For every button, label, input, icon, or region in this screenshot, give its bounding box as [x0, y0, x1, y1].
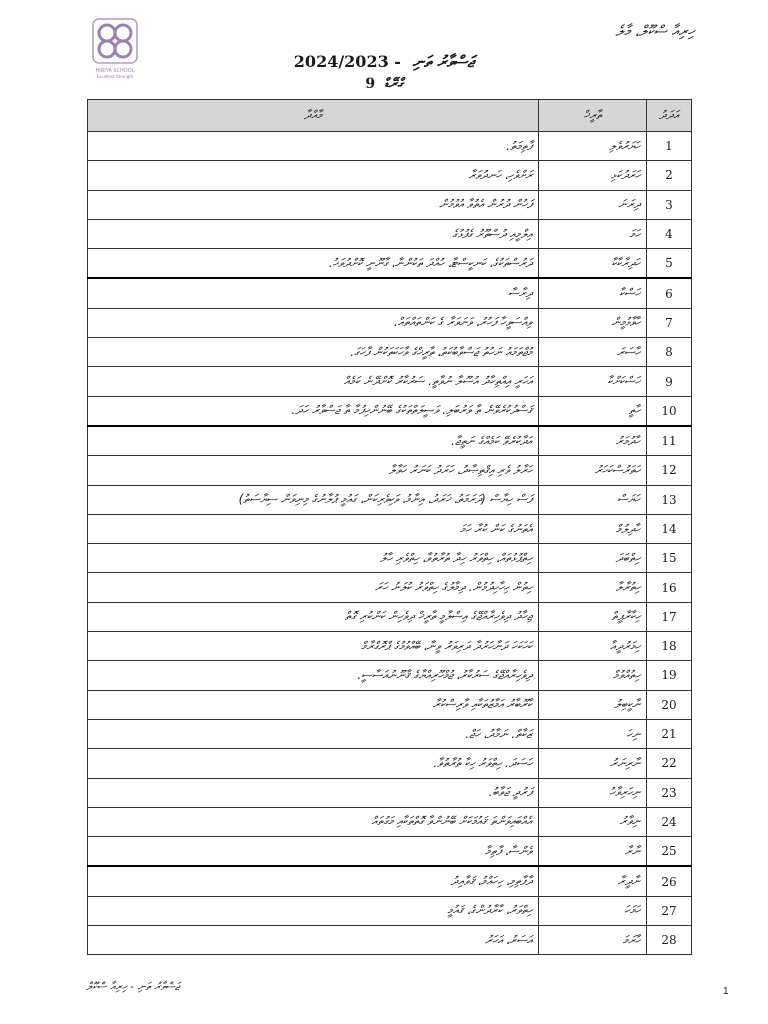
logo-caption: HIRIYA SCHOOL [95, 68, 135, 74]
row-number: 6 [647, 278, 692, 308]
row-day: ހިކާރާޕީތް [539, 602, 647, 631]
row-topic: ހިތްވަރު، ކާރާދުންގެ، ޤައުމީ [88, 896, 539, 925]
row-number: 26 [647, 866, 692, 896]
table-body [88, 132, 692, 955]
row-topic: އަހަރީ އިއްތިހާދު އުސޫލާ ނުވާތީ. ސަރުކާރު ކޮށްދޭނެ ކަމެއް [88, 367, 539, 396]
row-number: 9 [647, 367, 692, 396]
row-topic: ފަސް ހިޔާސް (ދަރަމަތު، ޚަރަދު، އިނާމު، ވަކިވެރިކަން، ގައުމީ ޕުލާނުގެ މިނިވަން ސިޔާސަތު) [88, 485, 539, 514]
row-day: ހާދިލުމް [539, 514, 647, 543]
header-topic: މާއްދާ [88, 100, 539, 132]
row-day: ނިހަރިވާހު [539, 778, 647, 807]
table-row [88, 278, 692, 308]
row-day: ހަދިރާކާކާ [539, 249, 647, 279]
table-row [88, 602, 692, 631]
row-day: ހިތުއްވުމް [539, 661, 647, 690]
row-topic: ހިތްޕުޅުތައް، ހިތްވަރު ހިދާ ތުރާތުވާ، ހިތްވެރި ހާލު [88, 544, 539, 573]
row-topic: އެއްބައިވަންތަ ޤައުމަކަށް ބޭނުންވާ ގޮތްތަކާއި މަގުތައް [88, 807, 539, 836]
row-number: 19 [647, 661, 692, 690]
header-school-name: ހިރިއާ ސްކޫލް، މާލެ [615, 22, 694, 40]
schedule-table [87, 99, 692, 955]
table-row [88, 544, 692, 573]
row-number: 12 [647, 456, 692, 485]
table-row [88, 866, 692, 896]
row-topic: އެތަނުގެ ކަން ކުރާ ހަމަ [88, 514, 539, 543]
row-day: ދިރަނަ [539, 190, 647, 219]
row-topic: ޖިހާދު ދިވެހިރާއްޖޭގެ އިސްލާމީ ތާރީޚް ދިވެހިން ކަންކުރި ގޮތް [88, 602, 539, 631]
row-topic: ފަހުން ދުރުން އެތުވާ އުވުމުން [88, 190, 539, 219]
row-topic: ޒަކާތް. ނަމާދު، ހަޖް. [88, 719, 539, 748]
row-topic: ކާރޫބާރު އަމާޒުތަކާއި ވާރިސްކުރާ [88, 690, 539, 719]
row-number: 16 [647, 573, 692, 602]
footer-text: ޖަސްވާރު ތަނި - ހިރިއާ ސްކޫލް [86, 980, 180, 993]
table-row [88, 719, 692, 748]
table-row [88, 426, 692, 456]
logo-subcaption: Excellent Strength [96, 74, 134, 79]
row-topic: ވެންސާ، ފާތިމާ [88, 837, 539, 867]
row-day: ހަމަ [539, 219, 647, 248]
table-row [88, 396, 692, 426]
row-day: ހަޔަސް [539, 485, 647, 514]
row-day: ނާރާ [539, 837, 647, 867]
table-row [88, 926, 692, 955]
table-row [88, 132, 692, 161]
table-row [88, 485, 692, 514]
table-header-row [88, 100, 692, 132]
row-number: 27 [647, 896, 692, 925]
row-day: ހަމަހަ [539, 896, 647, 925]
title-year: 2024/2023 [293, 52, 389, 71]
row-number: 25 [647, 837, 692, 867]
row-number: 3 [647, 190, 692, 219]
row-topic: ހިތުން ހިހާހިދުމުން. ދިމާލުގެ ހިތްވަރު ކުލަނު ހަރަ [88, 573, 539, 602]
row-number: 15 [647, 544, 692, 573]
title-text: ޖަސްވާރު ތަނި [412, 52, 475, 71]
row-topic: ދަރުސްތަކުގެ، ކަނކީސްޓާ، ހުއްދަ ތަކުންނާ، ގާނޫނީ ކޮށްދުވަހު. [88, 249, 539, 279]
row-topic: ދިވެހިރާއްޖޭގެ ސަރުކާރު، ޖުމްހޫރިއްޔާގެ ޤާނޫނުއަސާސީ. [88, 661, 539, 690]
row-number: 20 [647, 690, 692, 719]
row-number: 18 [647, 632, 692, 661]
row-number: 11 [647, 426, 692, 456]
row-day: ނާކީބިލު [539, 690, 647, 719]
row-topic: ދިރާސާ [88, 278, 539, 308]
row-day: ނާރިނަރު [539, 749, 647, 778]
row-topic: ހަސަދަ. ހިތްވަރު ހިކާ ތުރާތުވާ. [88, 749, 539, 778]
row-day: ހަރަދުކަޅި [539, 161, 647, 190]
row-number: 21 [647, 719, 692, 748]
row-day: ހަތަރުސްކަހަރު [539, 456, 647, 485]
page-number: 1 [723, 986, 729, 997]
header-day: ތާރީޚް [539, 100, 647, 132]
row-topic: ރަށްވެހި، ހަނދުވަރާ [88, 161, 539, 190]
table-row [88, 514, 692, 543]
row-topic: އިލްމީއި ދުސްތޫރު ގެފުޅުގެ [88, 219, 539, 248]
table-row [88, 308, 692, 337]
table-row [88, 249, 692, 279]
grade-text: ގްރޭޑް [383, 76, 403, 92]
row-number: 13 [647, 485, 692, 514]
table-row [88, 778, 692, 807]
table-row [88, 338, 692, 367]
table-row [88, 456, 692, 485]
grade-label [0, 76, 768, 92]
row-number: 2 [647, 161, 692, 190]
row-number: 4 [647, 219, 692, 248]
row-topic: އަދާކުރެވޭ ކަމެއްގެ ނަތީޖާ. [88, 426, 539, 456]
row-day: ހަސްކަށްކާ [539, 367, 647, 396]
grade-number: 9 [365, 76, 376, 92]
table-row [88, 807, 692, 836]
page-title [0, 52, 768, 72]
row-topic: ވިއްސަވީހާ ފަހުރު، ވަނަވަރާ ގެ ކަންތައްތައް. [88, 308, 539, 337]
table-row [88, 161, 692, 190]
row-number: 14 [647, 514, 692, 543]
row-topic: މުޖްތަމައު ނަހުތު ޖަސްވާބުކަތު، ތާރީޚްގެ ވާހަކަތަކުން ފާހަގަ. [88, 338, 539, 367]
table-row [88, 749, 692, 778]
row-day: ހިމަރުދީއާ [539, 632, 647, 661]
row-topic: އަސަރު، އަހަރު [88, 926, 539, 955]
row-number: 24 [647, 807, 692, 836]
table-row [88, 837, 692, 867]
row-day: ހިތްބަދަ [539, 544, 647, 573]
row-day: ހަޔަރުވެލި [539, 132, 647, 161]
row-day: ހަސްކާ [539, 278, 647, 308]
row-number: 23 [647, 778, 692, 807]
row-number: 10 [647, 396, 692, 426]
row-topic: ކަހަކަހަ ދަނާހަރުދާ ދަރިވަރު ވީނާ، ބޭއްވުމުގެ ޕްރޮގްރާމް [88, 632, 539, 661]
table-row [88, 690, 692, 719]
row-day: ހާދުމަރު [539, 426, 647, 456]
row-topic: ދާފާތިމި، ހިހައްމު، ޤަވާއިދު [88, 866, 539, 896]
table-row [88, 573, 692, 602]
table-row [88, 661, 692, 690]
header-number: އަދަދު [647, 100, 692, 132]
row-number: 1 [647, 132, 692, 161]
row-topic: ހަރާލު ވެރި އިޤްތިޞާދު، ހަރަދު ކަނަރު ހަވާލާ [88, 456, 539, 485]
row-topic: ޤަސްދުކުރެވޭނެ ތާ ވަރުބަލި. ވަސީލަތްތަކުގެ ބޭނުންހިފުމާ ތާ ޖަސްވާރު ހަދަ. [88, 396, 539, 426]
row-day: ހާރަމަ [539, 926, 647, 955]
row-day: ހާތީ [539, 396, 647, 426]
row-number: 7 [647, 308, 692, 337]
row-day: ނާދީރާ [539, 866, 647, 896]
row-day: ނިހަ [539, 719, 647, 748]
table-row [88, 219, 692, 248]
row-day: ހާވާޅުމީން [539, 308, 647, 337]
table-row [88, 896, 692, 925]
row-day: ހިތުރާލާ [539, 573, 647, 602]
row-number: 8 [647, 338, 692, 367]
row-number: 5 [647, 249, 692, 279]
table-row [88, 190, 692, 219]
row-day: ހާސަރަ [539, 338, 647, 367]
row-number: 28 [647, 926, 692, 955]
title-separator: - [394, 52, 401, 71]
row-day: ނިވާރު [539, 807, 647, 836]
row-number: 22 [647, 749, 692, 778]
row-topic: ފަރުދީ ޖަވާބު. [88, 778, 539, 807]
table-row [88, 367, 692, 396]
table-row [88, 632, 692, 661]
row-topic: ފާތިމަތު. [88, 132, 539, 161]
row-number: 17 [647, 602, 692, 631]
